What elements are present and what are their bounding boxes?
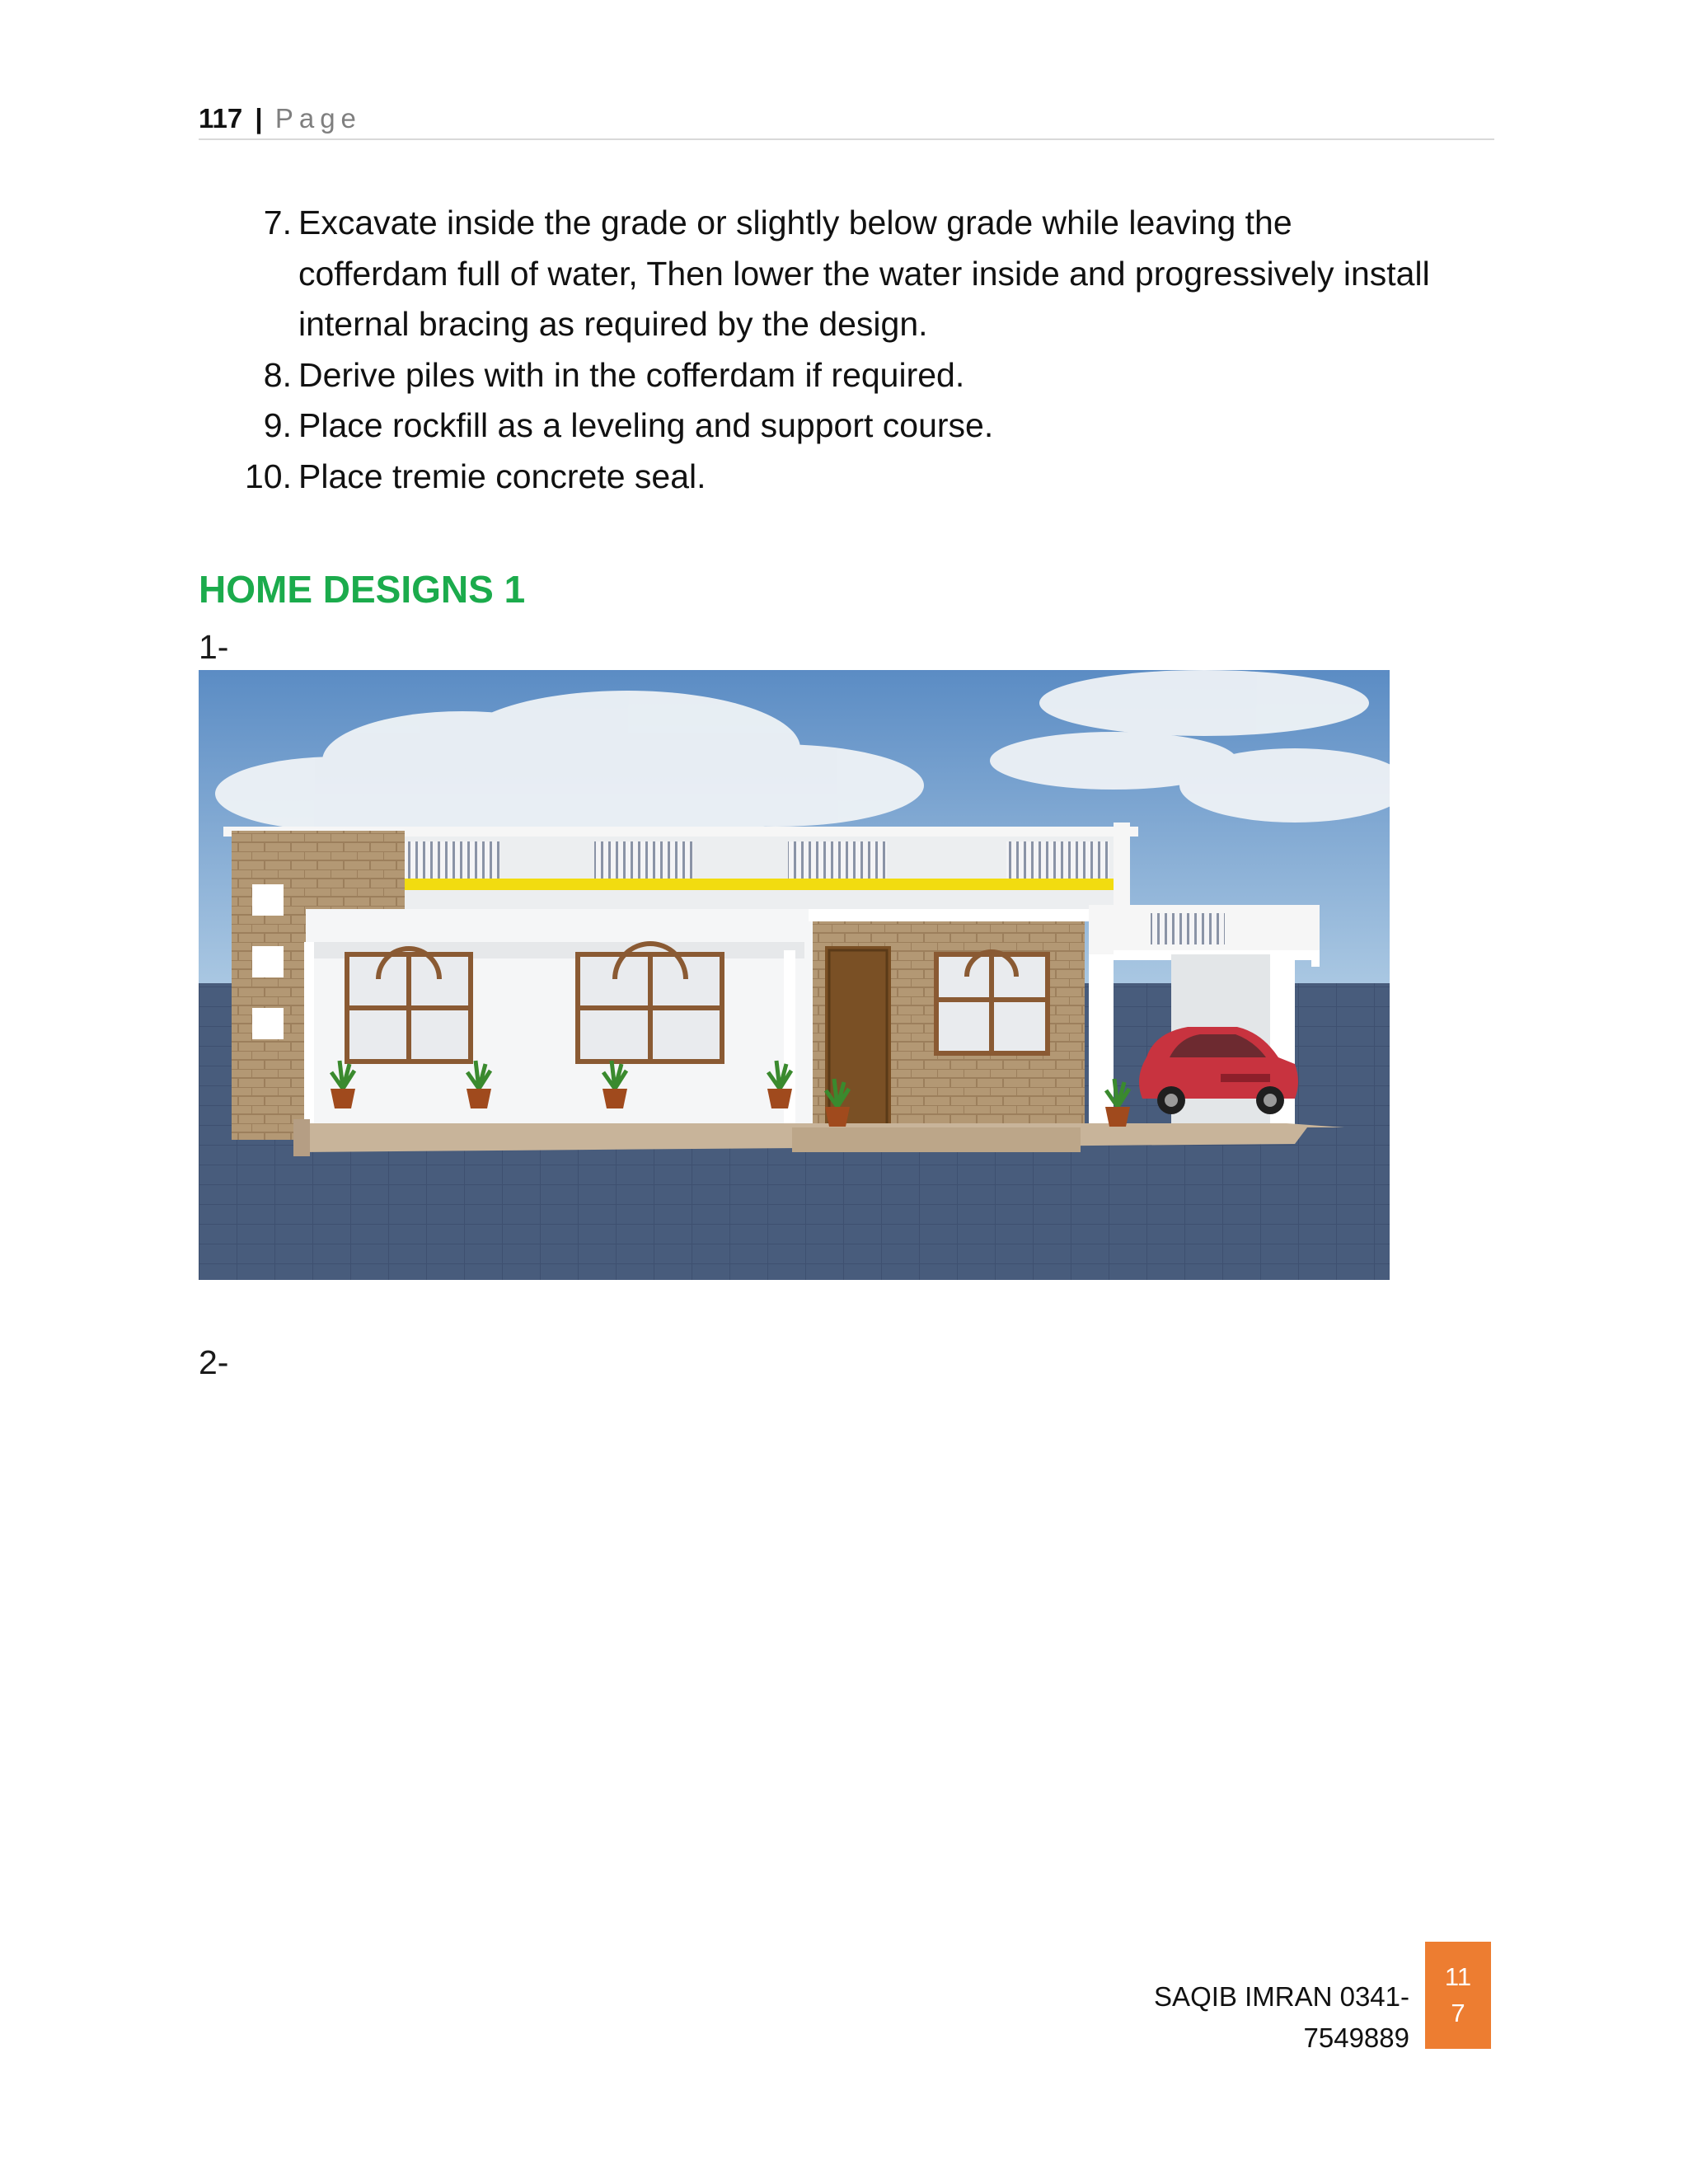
design-2-label: 2- [199,1343,229,1381]
list-item-number: 10. [245,457,292,495]
parapet-grill [405,841,499,879]
list-item-number: 9. [263,406,292,444]
yellow-band [401,879,1114,890]
parapet-grill [1006,841,1109,879]
carport-pillar [1089,954,1114,1132]
window [936,952,1048,1053]
footer-page-box [1425,1942,1491,2049]
parapet-grill [788,841,887,879]
procedure-steps-list [239,198,1434,502]
list-item-number: 8. [263,355,292,394]
header-separator: | [255,103,263,134]
list-item-text: Place tremie concrete seal. [298,457,706,495]
window [578,944,722,1062]
list-item [239,350,1434,401]
list-item-number: 7. [263,204,292,241]
header-page-number: 117 [199,103,243,134]
list-item-text: Excavate inside the grade or slightly below grade while leaving the cofferdam full of water, Then lower the water inside and progressively install internal bracing as required by the design. [298,204,1430,343]
list-item-text: Derive piles with in the cofferdam if required. [298,355,965,394]
list-item [239,452,1434,503]
page-header [199,99,1494,140]
design-1-label: 1- [199,628,229,666]
section-heading: HOME DESIGNS 1 [199,568,526,611]
footer-page-box-line1: 11 [1444,1962,1472,1991]
footer-page-box-line2: 7 [1451,1999,1465,2027]
parapet-grill [594,841,693,879]
footer-author: SAQIB IMRAN 0341-7549889 [1154,1981,1409,2053]
house-design-image [199,670,1390,1280]
list-item [239,401,1434,452]
list-item-text: Place rockfill as a leveling and support course. [298,406,994,444]
list-item [239,198,1434,350]
window [347,949,471,1062]
header-page-word: Page [274,103,362,134]
